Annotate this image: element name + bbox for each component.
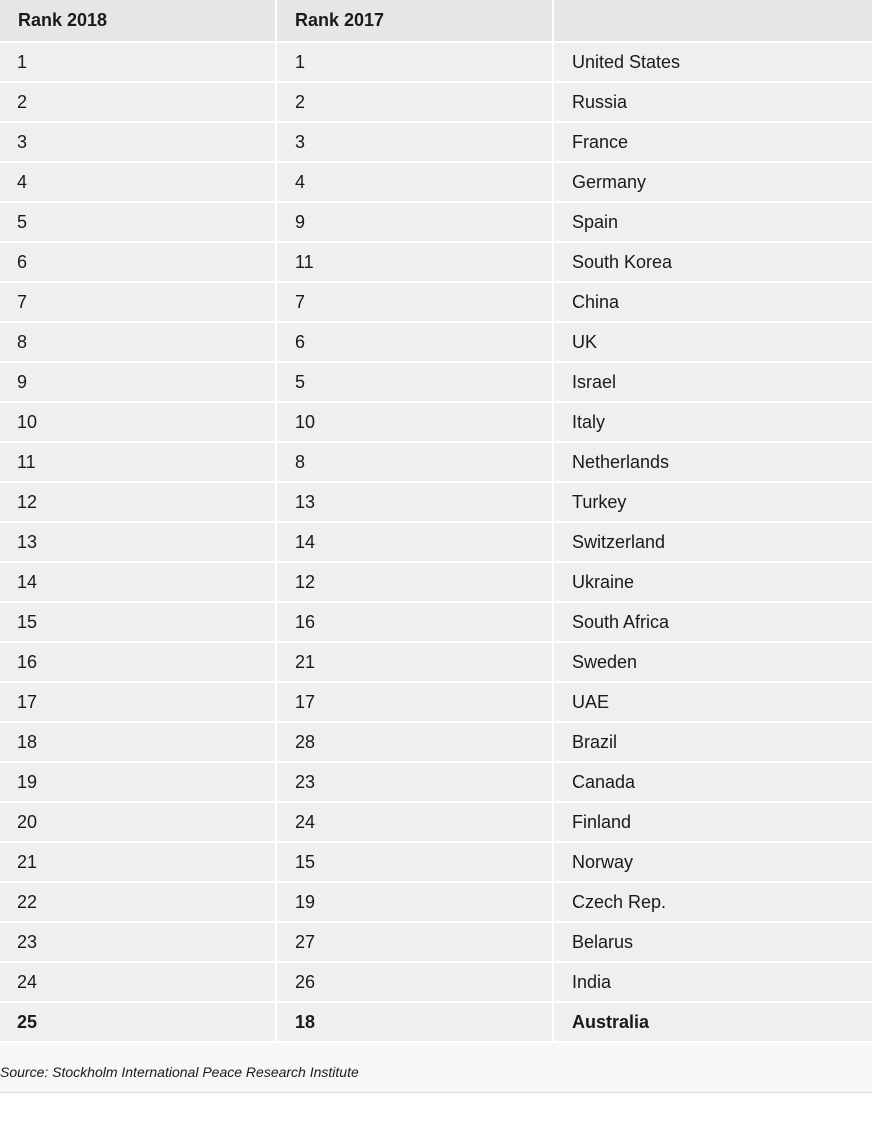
table-row [0, 522, 872, 562]
table-row [0, 802, 872, 842]
table-row [0, 762, 872, 802]
cell-rank-2017: 3 [276, 122, 553, 162]
cell-country: Canada [553, 762, 872, 802]
cell-rank-2017: 1 [276, 42, 553, 82]
cell-country: UK [553, 322, 872, 362]
cell-country: Switzerland [553, 522, 872, 562]
cell-rank-2017: 8 [276, 442, 553, 482]
cell-country: South Korea [553, 242, 872, 282]
cell-rank-2018: 1 [0, 42, 276, 82]
cell-country: Turkey [553, 482, 872, 522]
table-row [0, 882, 872, 922]
table-row [0, 682, 872, 722]
table-row [0, 122, 872, 162]
cell-rank-2018: 25 [0, 1002, 276, 1042]
table-row [0, 362, 872, 402]
cell-country: UAE [553, 682, 872, 722]
header-rank-2017: Rank 2017 [276, 0, 553, 42]
cell-rank-2018: 9 [0, 362, 276, 402]
cell-country: France [553, 122, 872, 162]
cell-rank-2018: 21 [0, 842, 276, 882]
cell-rank-2018: 11 [0, 442, 276, 482]
cell-country: Czech Rep. [553, 882, 872, 922]
table-row [0, 602, 872, 642]
table-row [0, 162, 872, 202]
cell-rank-2017: 7 [276, 282, 553, 322]
cell-rank-2018: 14 [0, 562, 276, 602]
cell-rank-2017: 15 [276, 842, 553, 882]
cell-country: Israel [553, 362, 872, 402]
cell-rank-2018: 17 [0, 682, 276, 722]
cell-rank-2017: 26 [276, 962, 553, 1002]
cell-country: Finland [553, 802, 872, 842]
cell-country: Norway [553, 842, 872, 882]
table-row [0, 202, 872, 242]
cell-rank-2017: 19 [276, 882, 553, 922]
cell-rank-2018: 2 [0, 82, 276, 122]
cell-country: United States [553, 42, 872, 82]
cell-country: Italy [553, 402, 872, 442]
cell-rank-2017: 13 [276, 482, 553, 522]
table-body [0, 42, 872, 1042]
cell-rank-2017: 6 [276, 322, 553, 362]
cell-country: Spain [553, 202, 872, 242]
table-row [0, 842, 872, 882]
cell-rank-2017: 4 [276, 162, 553, 202]
cell-rank-2017: 23 [276, 762, 553, 802]
cell-rank-2017: 21 [276, 642, 553, 682]
table-row [0, 322, 872, 362]
table-row [0, 442, 872, 482]
table-row [0, 722, 872, 762]
cell-country: India [553, 962, 872, 1002]
cell-country: Netherlands [553, 442, 872, 482]
header-country [553, 0, 872, 42]
table-row [0, 282, 872, 322]
cell-rank-2018: 4 [0, 162, 276, 202]
cell-rank-2018: 20 [0, 802, 276, 842]
cell-rank-2018: 10 [0, 402, 276, 442]
cell-rank-2018: 15 [0, 602, 276, 642]
cell-rank-2018: 23 [0, 922, 276, 962]
cell-country: Russia [553, 82, 872, 122]
cell-rank-2017: 28 [276, 722, 553, 762]
cell-rank-2018: 18 [0, 722, 276, 762]
table-row [0, 922, 872, 962]
source-note: Source: Stockholm International Peace Research Institute [0, 1043, 872, 1093]
cell-rank-2018: 8 [0, 322, 276, 362]
cell-rank-2018: 16 [0, 642, 276, 682]
cell-rank-2017: 12 [276, 562, 553, 602]
cell-rank-2018: 22 [0, 882, 276, 922]
cell-country: South Africa [553, 602, 872, 642]
cell-country: Sweden [553, 642, 872, 682]
cell-rank-2017: 24 [276, 802, 553, 842]
cell-rank-2017: 11 [276, 242, 553, 282]
cell-rank-2018: 19 [0, 762, 276, 802]
cell-rank-2017: 18 [276, 1002, 553, 1042]
cell-country: Ukraine [553, 562, 872, 602]
cell-rank-2017: 14 [276, 522, 553, 562]
table-row [0, 962, 872, 1002]
header-rank-2018: Rank 2018 [0, 0, 276, 42]
table-row [0, 482, 872, 522]
cell-rank-2017: 5 [276, 362, 553, 402]
cell-rank-2018: 6 [0, 242, 276, 282]
cell-rank-2018: 5 [0, 202, 276, 242]
cell-rank-2017: 9 [276, 202, 553, 242]
table-header-row [0, 0, 872, 42]
cell-rank-2018: 7 [0, 282, 276, 322]
table-row [0, 242, 872, 282]
table-row [0, 562, 872, 602]
table-row [0, 1002, 872, 1042]
cell-rank-2018: 24 [0, 962, 276, 1002]
table-row [0, 402, 872, 442]
table-row [0, 42, 872, 82]
cell-rank-2018: 13 [0, 522, 276, 562]
table-row [0, 642, 872, 682]
cell-country: Belarus [553, 922, 872, 962]
cell-rank-2017: 10 [276, 402, 553, 442]
cell-rank-2017: 16 [276, 602, 553, 642]
cell-rank-2017: 17 [276, 682, 553, 722]
cell-country: Germany [553, 162, 872, 202]
table-row [0, 82, 872, 122]
cell-country: Brazil [553, 722, 872, 762]
cell-country: Australia [553, 1002, 872, 1042]
cell-rank-2018: 3 [0, 122, 276, 162]
cell-rank-2017: 27 [276, 922, 553, 962]
cell-rank-2018: 12 [0, 482, 276, 522]
cell-rank-2017: 2 [276, 82, 553, 122]
cell-country: China [553, 282, 872, 322]
